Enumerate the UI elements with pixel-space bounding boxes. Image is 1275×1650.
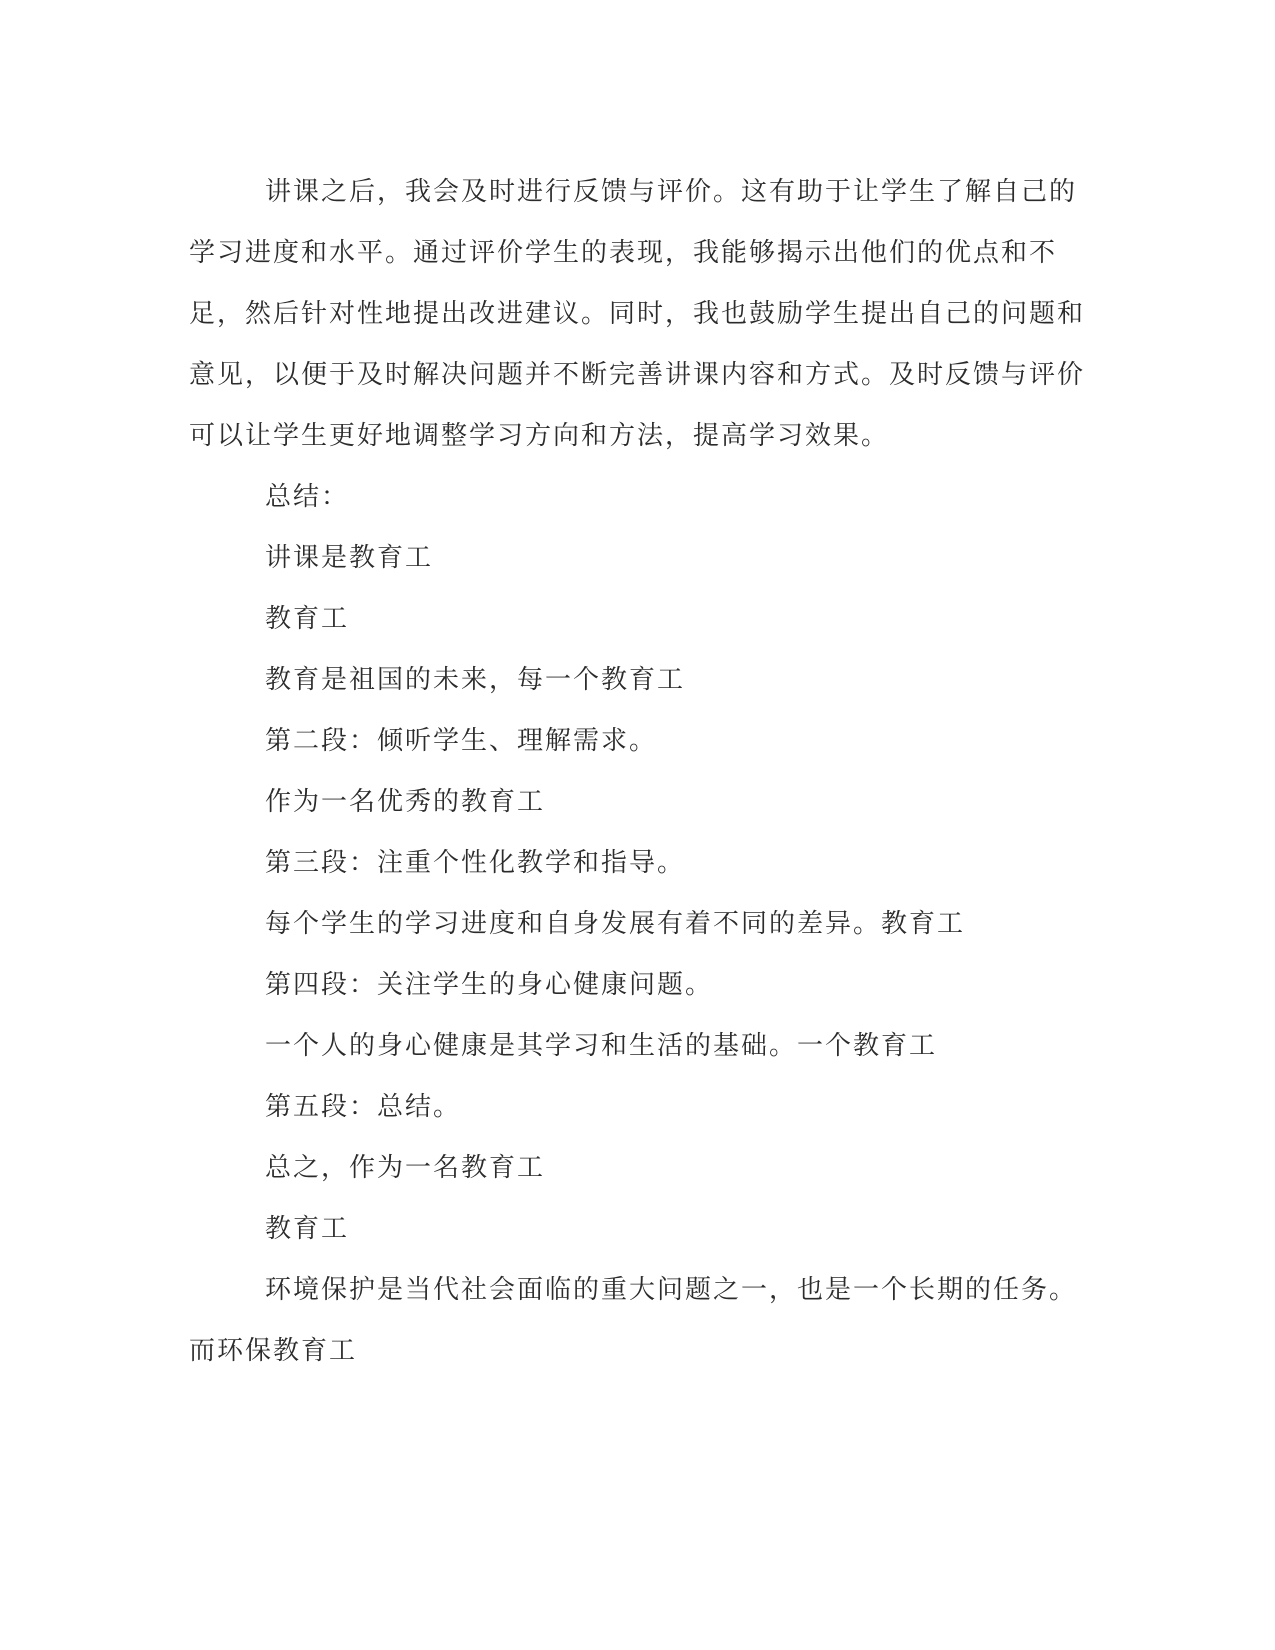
text-line: 讲课是教育工 <box>265 543 434 573</box>
document-body <box>189 162 1089 1382</box>
section-heading: 第四段：关注学生的身心健康问题。 <box>265 970 714 1000</box>
text-line: 总之，作为一名教育工 <box>265 1153 546 1183</box>
text-line: 教育工 <box>265 1214 350 1244</box>
text-line: 教育工 <box>265 604 350 634</box>
section-heading: 第二段：倾听学生、理解需求。 <box>265 726 658 756</box>
section-heading: 第三段：注重个性化教学和指导。 <box>265 848 686 878</box>
text-line: 教育是祖国的未来，每一个教育工 <box>265 665 686 695</box>
text-line: 一个人的身心健康是其学习和生活的基础。一个教育工 <box>265 1031 938 1061</box>
feedback-paragraph: 讲课之后，我会及时进行反馈与评价。这有助于让学生了解自己的学习进度和水平。通过评价学生的表现，我能够揭示出他们的优点和不足，然后针对性地提出改进建议。同时，我也鼓励学生提出自己的问题和意见，以便于及时解决问题并不断完善讲课内容和方式。及时反馈与评价可以让学生更好地调整学习方向和方法，提高学习效果。 <box>189 177 1086 451</box>
text-line: 作为一名优秀的教育工 <box>265 787 546 817</box>
section-heading: 第五段：总结。 <box>265 1092 462 1122</box>
environment-paragraph: 环境保护是当代社会面临的重大问题之一，也是一个长期的任务。而环保教育工 <box>189 1275 1078 1366</box>
text-line: 每个学生的学习进度和自身发展有着不同的差异。教育工 <box>265 909 966 939</box>
summary-heading: 总结： <box>265 482 350 512</box>
